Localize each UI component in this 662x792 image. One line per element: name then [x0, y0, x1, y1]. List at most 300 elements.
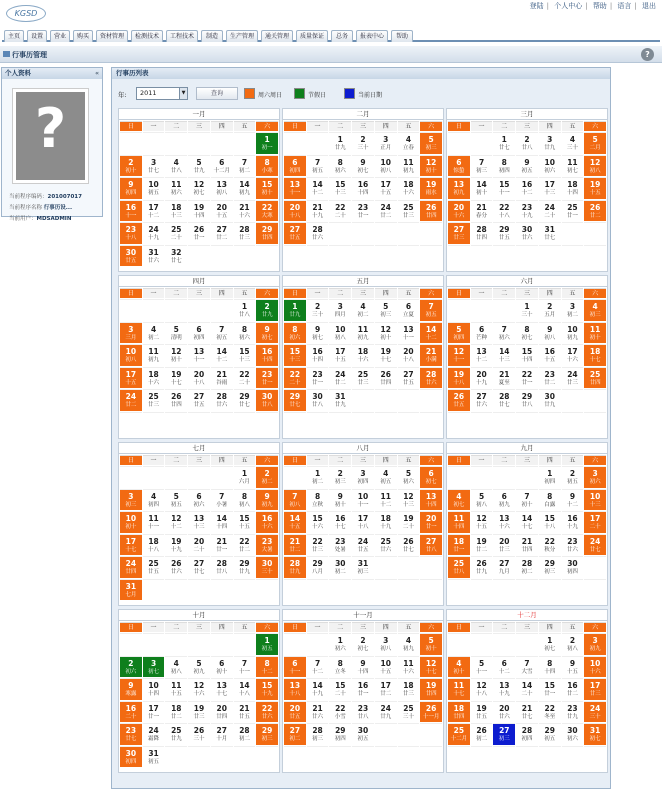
day-cell[interactable]	[284, 389, 306, 411]
day-cell[interactable]	[375, 155, 397, 177]
day-cell[interactable]	[539, 678, 561, 700]
day-cell[interactable]	[188, 678, 210, 700]
day-cell[interactable]	[284, 534, 306, 556]
day-cell[interactable]	[516, 556, 538, 578]
day-cell[interactable]	[516, 678, 538, 700]
day-cell[interactable]	[493, 132, 515, 154]
day-cell[interactable]	[375, 633, 397, 655]
day-cell[interactable]	[539, 200, 561, 222]
day-cell[interactable]	[211, 701, 233, 723]
day-cell[interactable]	[256, 367, 278, 389]
day-cell[interactable]	[234, 723, 256, 745]
day-cell[interactable]	[471, 656, 493, 678]
day-cell[interactable]	[188, 322, 210, 344]
day-cell[interactable]	[284, 678, 306, 700]
day-cell[interactable]	[120, 222, 142, 244]
day-cell[interactable]	[375, 322, 397, 344]
day-cell[interactable]	[143, 344, 165, 366]
day-cell[interactable]	[352, 344, 374, 366]
day-cell[interactable]	[516, 155, 538, 177]
day-cell[interactable]	[375, 511, 397, 533]
day-cell[interactable]	[584, 489, 606, 511]
day-cell[interactable]	[584, 701, 606, 723]
day-cell[interactable]	[256, 511, 278, 533]
day-cell[interactable]	[375, 367, 397, 389]
day-cell[interactable]	[352, 489, 374, 511]
day-cell[interactable]	[143, 723, 165, 745]
day-cell[interactable]	[211, 678, 233, 700]
day-cell[interactable]	[398, 678, 420, 700]
day-cell[interactable]	[420, 656, 442, 678]
day-cell[interactable]	[471, 534, 493, 556]
day-cell[interactable]	[562, 701, 584, 723]
day-cell[interactable]	[562, 678, 584, 700]
day-cell[interactable]	[256, 701, 278, 723]
day-cell[interactable]	[516, 534, 538, 556]
day-cell[interactable]	[165, 656, 187, 678]
day-cell[interactable]	[493, 367, 515, 389]
language-link[interactable]: 语言	[617, 2, 632, 10]
day-cell[interactable]	[448, 200, 470, 222]
day-cell[interactable]	[143, 367, 165, 389]
day-cell[interactable]	[143, 177, 165, 199]
day-cell[interactable]	[562, 466, 584, 488]
day-cell[interactable]	[329, 322, 351, 344]
day-cell[interactable]	[329, 389, 351, 411]
day-cell[interactable]	[234, 556, 256, 578]
day-cell[interactable]	[398, 322, 420, 344]
day-cell[interactable]	[420, 534, 442, 556]
day-cell[interactable]	[165, 177, 187, 199]
day-cell[interactable]	[471, 367, 493, 389]
day-cell[interactable]	[188, 511, 210, 533]
day-cell[interactable]	[398, 200, 420, 222]
day-cell[interactable]	[143, 701, 165, 723]
nav-tab[interactable]: 设置	[27, 30, 47, 42]
day-cell[interactable]	[307, 678, 329, 700]
day-cell[interactable]	[584, 322, 606, 344]
day-cell[interactable]	[584, 299, 606, 321]
day-cell[interactable]	[188, 155, 210, 177]
nav-tab[interactable]: 生产管理	[226, 30, 258, 42]
day-cell[interactable]	[516, 723, 538, 745]
day-cell[interactable]	[211, 222, 233, 244]
day-cell[interactable]	[562, 200, 584, 222]
day-cell[interactable]	[471, 511, 493, 533]
day-cell[interactable]	[234, 222, 256, 244]
day-cell[interactable]	[234, 322, 256, 344]
day-cell[interactable]	[143, 678, 165, 700]
day-cell[interactable]	[256, 466, 278, 488]
day-cell[interactable]	[329, 534, 351, 556]
day-cell[interactable]	[188, 367, 210, 389]
day-cell[interactable]	[420, 155, 442, 177]
day-cell[interactable]	[375, 177, 397, 199]
day-cell[interactable]	[539, 556, 561, 578]
day-cell[interactable]	[284, 367, 306, 389]
day-cell[interactable]	[493, 200, 515, 222]
help-icon[interactable]: ?	[641, 48, 654, 61]
day-cell[interactable]	[562, 155, 584, 177]
day-cell[interactable]	[375, 489, 397, 511]
day-cell[interactable]	[234, 511, 256, 533]
day-cell[interactable]	[448, 489, 470, 511]
day-cell[interactable]	[375, 344, 397, 366]
day-cell[interactable]	[562, 132, 584, 154]
day-cell[interactable]	[307, 200, 329, 222]
day-cell[interactable]	[562, 344, 584, 366]
day-cell[interactable]	[493, 222, 515, 244]
day-cell[interactable]	[471, 723, 493, 745]
day-cell[interactable]	[307, 466, 329, 488]
day-cell[interactable]	[143, 489, 165, 511]
day-cell[interactable]	[256, 132, 278, 154]
day-cell[interactable]	[284, 723, 306, 745]
day-cell[interactable]	[329, 633, 351, 655]
day-cell[interactable]	[211, 177, 233, 199]
chevron-down-icon[interactable]: ▼	[179, 88, 187, 99]
day-cell[interactable]	[420, 633, 442, 655]
day-cell[interactable]	[471, 222, 493, 244]
day-cell[interactable]	[234, 489, 256, 511]
day-cell[interactable]	[562, 322, 584, 344]
day-cell[interactable]	[284, 556, 306, 578]
day-cell[interactable]	[188, 389, 210, 411]
day-cell[interactable]	[120, 723, 142, 745]
day-cell[interactable]	[398, 489, 420, 511]
day-cell[interactable]	[329, 367, 351, 389]
day-cell[interactable]	[143, 556, 165, 578]
day-cell[interactable]	[120, 534, 142, 556]
day-cell[interactable]	[120, 746, 142, 768]
day-cell[interactable]	[539, 466, 561, 488]
day-cell[interactable]	[471, 344, 493, 366]
day-cell[interactable]	[165, 389, 187, 411]
day-cell[interactable]	[165, 344, 187, 366]
nav-tab[interactable]: 主页	[4, 30, 24, 42]
day-cell[interactable]	[398, 344, 420, 366]
day-cell[interactable]	[493, 678, 515, 700]
help-link[interactable]: 帮助	[592, 2, 607, 10]
day-cell[interactable]	[307, 556, 329, 578]
day-cell[interactable]	[256, 389, 278, 411]
day-cell[interactable]	[448, 656, 470, 678]
day-cell[interactable]	[120, 556, 142, 578]
day-cell[interactable]	[120, 344, 142, 366]
day-cell[interactable]	[256, 322, 278, 344]
day-cell[interactable]	[234, 656, 256, 678]
day-cell[interactable]	[584, 132, 606, 154]
day-cell[interactable]	[420, 489, 442, 511]
day-cell[interactable]	[448, 534, 470, 556]
day-cell[interactable]	[584, 344, 606, 366]
day-cell[interactable]	[211, 367, 233, 389]
day-cell[interactable]	[307, 322, 329, 344]
day-cell[interactable]	[562, 534, 584, 556]
day-cell[interactable]	[284, 222, 306, 244]
day-cell[interactable]	[143, 746, 165, 768]
nav-tab[interactable]: 质量保证	[296, 30, 328, 42]
login-link[interactable]: 登陆	[529, 2, 544, 10]
day-cell[interactable]	[120, 579, 142, 601]
day-cell[interactable]	[471, 322, 493, 344]
day-cell[interactable]	[516, 222, 538, 244]
day-cell[interactable]	[516, 200, 538, 222]
day-cell[interactable]	[539, 367, 561, 389]
day-cell[interactable]	[493, 701, 515, 723]
day-cell[interactable]	[539, 656, 561, 678]
day-cell[interactable]	[143, 511, 165, 533]
day-cell[interactable]	[398, 656, 420, 678]
day-cell[interactable]	[256, 489, 278, 511]
day-cell[interactable]	[516, 389, 538, 411]
day-cell[interactable]	[256, 200, 278, 222]
day-cell[interactable]	[307, 389, 329, 411]
day-cell[interactable]	[448, 723, 470, 745]
day-cell[interactable]	[234, 344, 256, 366]
day-cell[interactable]	[143, 245, 165, 267]
day-cell[interactable]	[188, 534, 210, 556]
day-cell[interactable]	[120, 389, 142, 411]
day-cell[interactable]	[516, 344, 538, 366]
day-cell[interactable]	[448, 678, 470, 700]
day-cell[interactable]	[493, 489, 515, 511]
day-cell[interactable]	[516, 489, 538, 511]
day-cell[interactable]	[398, 534, 420, 556]
day-cell[interactable]	[211, 556, 233, 578]
day-cell[interactable]	[562, 367, 584, 389]
day-cell[interactable]	[584, 723, 606, 745]
day-cell[interactable]	[352, 200, 374, 222]
day-cell[interactable]	[329, 344, 351, 366]
day-cell[interactable]	[584, 367, 606, 389]
day-cell[interactable]	[562, 556, 584, 578]
day-cell[interactable]	[539, 132, 561, 154]
day-cell[interactable]	[329, 200, 351, 222]
day-cell[interactable]	[143, 322, 165, 344]
day-cell[interactable]	[165, 222, 187, 244]
day-cell[interactable]	[493, 534, 515, 556]
day-cell[interactable]	[539, 723, 561, 745]
day-cell[interactable]	[211, 511, 233, 533]
day-cell[interactable]	[493, 177, 515, 199]
day-cell[interactable]	[448, 155, 470, 177]
day-cell[interactable]	[120, 200, 142, 222]
day-cell[interactable]	[165, 511, 187, 533]
day-cell[interactable]	[471, 177, 493, 199]
collapse-icon[interactable]: «	[95, 70, 99, 77]
day-cell[interactable]	[256, 678, 278, 700]
day-cell[interactable]	[448, 322, 470, 344]
day-cell[interactable]	[352, 678, 374, 700]
day-cell[interactable]	[398, 132, 420, 154]
day-cell[interactable]	[329, 155, 351, 177]
day-cell[interactable]	[493, 155, 515, 177]
day-cell[interactable]	[539, 299, 561, 321]
day-cell[interactable]	[120, 701, 142, 723]
day-cell[interactable]	[471, 701, 493, 723]
day-cell[interactable]	[539, 489, 561, 511]
day-cell[interactable]	[256, 344, 278, 366]
nav-tab[interactable]: 总务	[331, 30, 353, 42]
day-cell[interactable]	[165, 489, 187, 511]
day-cell[interactable]	[539, 511, 561, 533]
day-cell[interactable]	[493, 322, 515, 344]
day-cell[interactable]	[375, 132, 397, 154]
logout-link[interactable]: 退出	[642, 2, 656, 10]
day-cell[interactable]	[375, 200, 397, 222]
day-cell[interactable]	[420, 177, 442, 199]
day-cell[interactable]	[471, 678, 493, 700]
day-cell[interactable]	[448, 344, 470, 366]
day-cell[interactable]	[562, 489, 584, 511]
day-cell[interactable]	[234, 389, 256, 411]
day-cell[interactable]	[562, 177, 584, 199]
day-cell[interactable]	[234, 534, 256, 556]
day-cell[interactable]	[329, 466, 351, 488]
day-cell[interactable]	[448, 701, 470, 723]
day-cell[interactable]	[234, 200, 256, 222]
day-cell[interactable]	[211, 200, 233, 222]
nav-tab[interactable]: 营业	[50, 30, 70, 42]
day-cell[interactable]	[307, 299, 329, 321]
day-cell[interactable]	[284, 656, 306, 678]
day-cell[interactable]	[143, 389, 165, 411]
day-cell[interactable]	[352, 511, 374, 533]
day-cell[interactable]	[420, 367, 442, 389]
day-cell[interactable]	[398, 367, 420, 389]
day-cell[interactable]	[539, 344, 561, 366]
day-cell[interactable]	[234, 701, 256, 723]
day-cell[interactable]	[493, 389, 515, 411]
day-cell[interactable]	[398, 299, 420, 321]
day-cell[interactable]	[234, 155, 256, 177]
day-cell[interactable]	[375, 534, 397, 556]
day-cell[interactable]	[256, 556, 278, 578]
day-cell[interactable]	[284, 489, 306, 511]
day-cell[interactable]	[516, 656, 538, 678]
day-cell[interactable]	[284, 155, 306, 177]
day-cell[interactable]	[420, 132, 442, 154]
day-cell[interactable]	[284, 511, 306, 533]
day-cell[interactable]	[562, 723, 584, 745]
day-cell[interactable]	[352, 556, 374, 578]
day-cell[interactable]	[493, 511, 515, 533]
day-cell[interactable]	[120, 367, 142, 389]
day-cell[interactable]	[188, 344, 210, 366]
day-cell[interactable]	[420, 344, 442, 366]
nav-tab[interactable]: 检测技术	[131, 30, 163, 42]
day-cell[interactable]	[516, 367, 538, 389]
day-cell[interactable]	[307, 489, 329, 511]
day-cell[interactable]	[329, 701, 351, 723]
personal-center-link[interactable]: 个人中心	[554, 2, 583, 10]
day-cell[interactable]	[165, 245, 187, 267]
day-cell[interactable]	[329, 511, 351, 533]
day-cell[interactable]	[584, 155, 606, 177]
day-cell[interactable]	[211, 723, 233, 745]
day-cell[interactable]	[448, 367, 470, 389]
day-cell[interactable]	[329, 656, 351, 678]
day-cell[interactable]	[584, 678, 606, 700]
day-cell[interactable]	[234, 678, 256, 700]
day-cell[interactable]	[165, 322, 187, 344]
day-cell[interactable]	[307, 177, 329, 199]
day-cell[interactable]	[493, 556, 515, 578]
day-cell[interactable]	[516, 511, 538, 533]
day-cell[interactable]	[584, 633, 606, 655]
day-cell[interactable]	[211, 534, 233, 556]
day-cell[interactable]	[352, 299, 374, 321]
day-cell[interactable]	[211, 344, 233, 366]
day-cell[interactable]	[307, 656, 329, 678]
day-cell[interactable]	[398, 177, 420, 199]
day-cell[interactable]	[165, 367, 187, 389]
day-cell[interactable]	[165, 155, 187, 177]
day-cell[interactable]	[284, 177, 306, 199]
day-cell[interactable]	[539, 155, 561, 177]
day-cell[interactable]	[211, 389, 233, 411]
day-cell[interactable]	[375, 701, 397, 723]
day-cell[interactable]	[284, 344, 306, 366]
day-cell[interactable]	[471, 389, 493, 411]
day-cell[interactable]	[188, 222, 210, 244]
nav-tab[interactable]: 帮助	[391, 30, 413, 42]
day-cell[interactable]	[329, 299, 351, 321]
day-cell[interactable]	[256, 723, 278, 745]
day-cell[interactable]	[398, 155, 420, 177]
day-cell[interactable]	[143, 534, 165, 556]
day-cell[interactable]	[307, 222, 329, 244]
day-cell[interactable]	[234, 177, 256, 199]
day-cell[interactable]	[420, 701, 442, 723]
day-cell[interactable]	[448, 511, 470, 533]
day-cell[interactable]	[165, 200, 187, 222]
day-cell[interactable]	[352, 701, 374, 723]
day-cell[interactable]	[165, 723, 187, 745]
day-cell[interactable]	[188, 489, 210, 511]
day-cell[interactable]	[398, 633, 420, 655]
day-cell[interactable]	[329, 723, 351, 745]
day-cell[interactable]	[307, 367, 329, 389]
day-cell[interactable]	[211, 155, 233, 177]
day-cell[interactable]	[471, 489, 493, 511]
day-cell[interactable]	[120, 656, 142, 678]
day-cell[interactable]	[352, 656, 374, 678]
day-cell[interactable]	[539, 222, 561, 244]
day-cell[interactable]	[143, 155, 165, 177]
day-cell[interactable]	[329, 556, 351, 578]
day-cell[interactable]	[329, 177, 351, 199]
day-cell[interactable]	[284, 299, 306, 321]
day-cell[interactable]	[584, 200, 606, 222]
day-cell[interactable]	[352, 534, 374, 556]
day-cell[interactable]	[165, 534, 187, 556]
day-cell[interactable]	[448, 177, 470, 199]
day-cell[interactable]	[471, 155, 493, 177]
day-cell[interactable]	[539, 534, 561, 556]
day-cell[interactable]	[211, 656, 233, 678]
day-cell[interactable]	[120, 177, 142, 199]
day-cell[interactable]	[375, 299, 397, 321]
day-cell[interactable]	[307, 344, 329, 366]
day-cell[interactable]	[352, 155, 374, 177]
day-cell[interactable]	[165, 678, 187, 700]
day-cell[interactable]	[307, 511, 329, 533]
day-cell[interactable]	[143, 200, 165, 222]
year-select[interactable]: 2011 ▼	[136, 87, 188, 100]
day-cell[interactable]	[584, 534, 606, 556]
